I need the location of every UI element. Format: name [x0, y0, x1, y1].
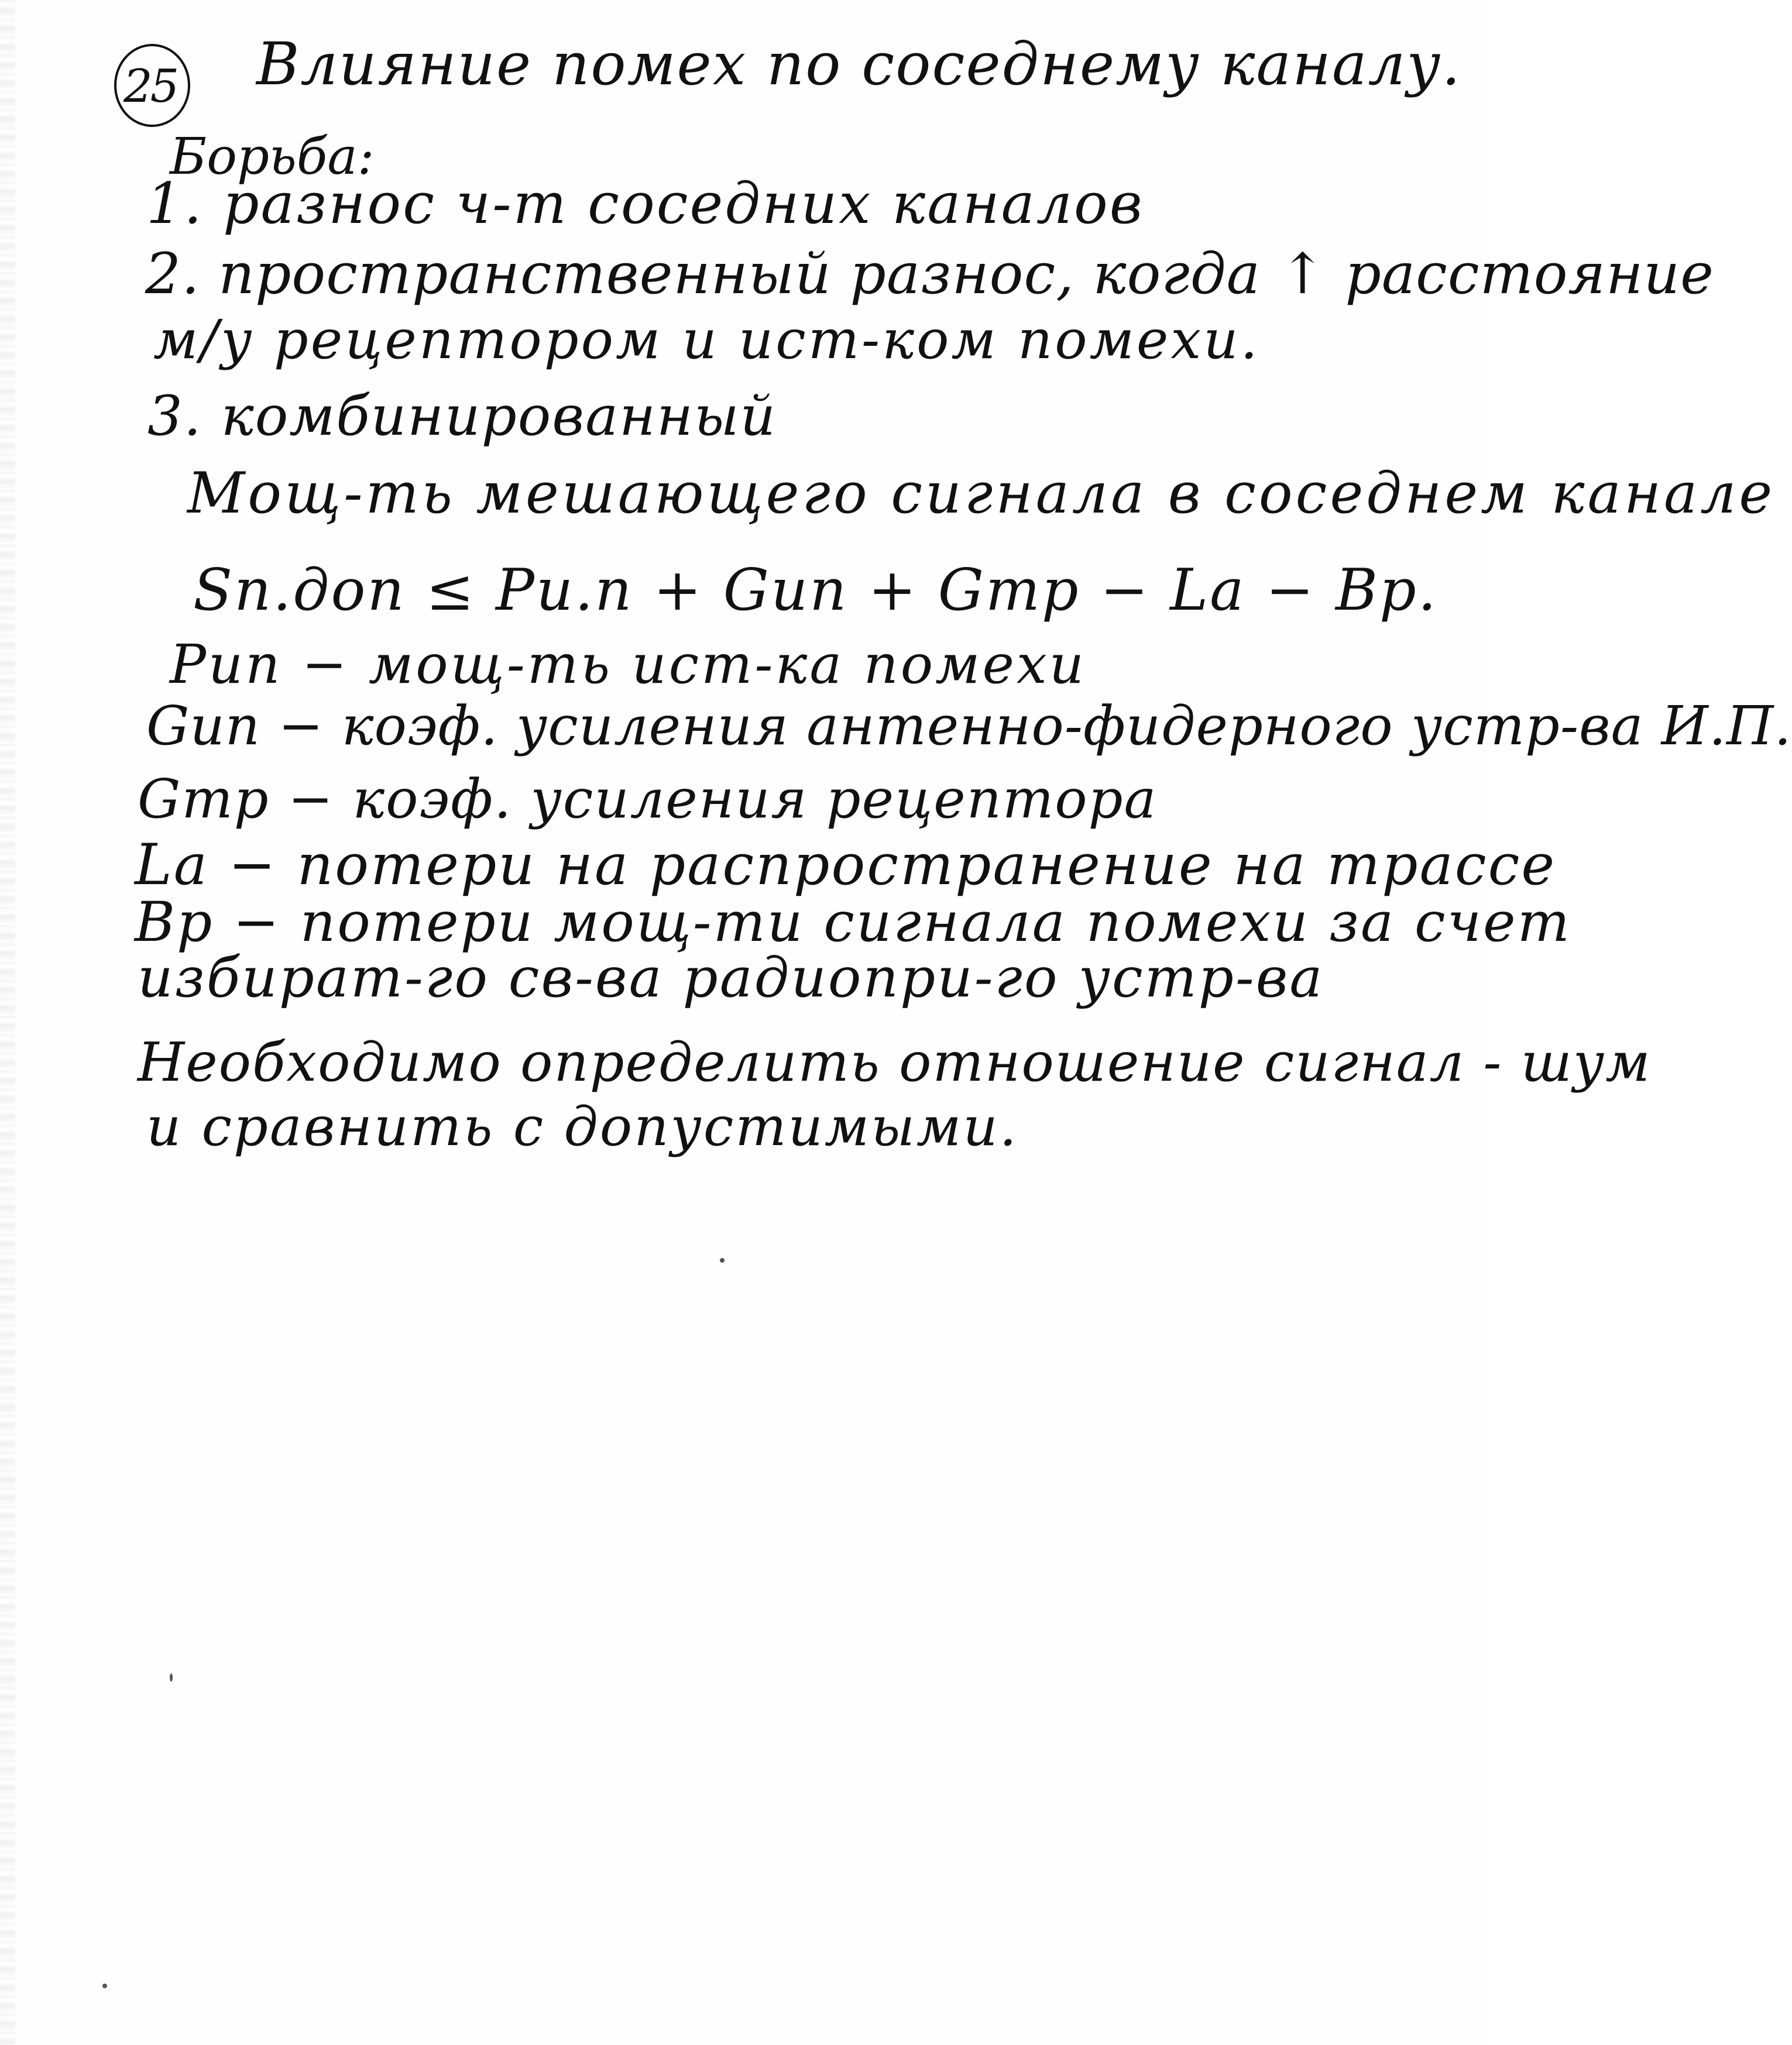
note-line: Борьба: — [170, 128, 375, 186]
conclusion-line: и сравнить с допустимыми. — [146, 1095, 1018, 1158]
note-line: 3. комбинированный — [147, 384, 777, 448]
formula-line: Sп.доп ≤ Pи.п + Gип + Gтр − Lа − Bр. — [193, 557, 1438, 624]
definition-line: Gтр − коэф. усиления рецептора — [138, 768, 1158, 830]
note-line: 1. разнос ч-т соседних каналов — [146, 171, 1144, 236]
scan-speck — [170, 1673, 173, 1682]
question-number: 25 — [123, 60, 177, 113]
note-line: м/у рецептором и ист-ком помехи. — [153, 308, 1260, 371]
definition-line: Gип − коэф. усиления антенно-фидерного устр-ва И.П. — [146, 695, 1792, 757]
note-line: 2. пространственный разнос, когда ↑ расстояние — [145, 241, 1714, 307]
scan-speck — [720, 1258, 725, 1263]
definition-line: избират-го св-ва радиопри-го устр-ва — [138, 946, 1324, 1010]
note-title: Влияние помех по соседнему каналу. — [256, 30, 1462, 98]
conclusion-line: Необходимо определить отношение сигнал - шум — [138, 1031, 1652, 1094]
definition-line: Lа − потери на распространение на трассе — [135, 832, 1557, 898]
scan-edge-artifact — [0, 0, 15, 2045]
definition-line: Pип − мощ-ть ист-ка помехи — [170, 633, 1087, 696]
definition-line: Bр − потери мощ-ти сигнала помехи за счет — [135, 891, 1571, 954]
circled-question-number — [114, 44, 189, 126]
note-line: Мощ-ть мешающего сигнала в соседнем канале — [187, 460, 1776, 526]
scan-speck — [102, 1984, 107, 1988]
